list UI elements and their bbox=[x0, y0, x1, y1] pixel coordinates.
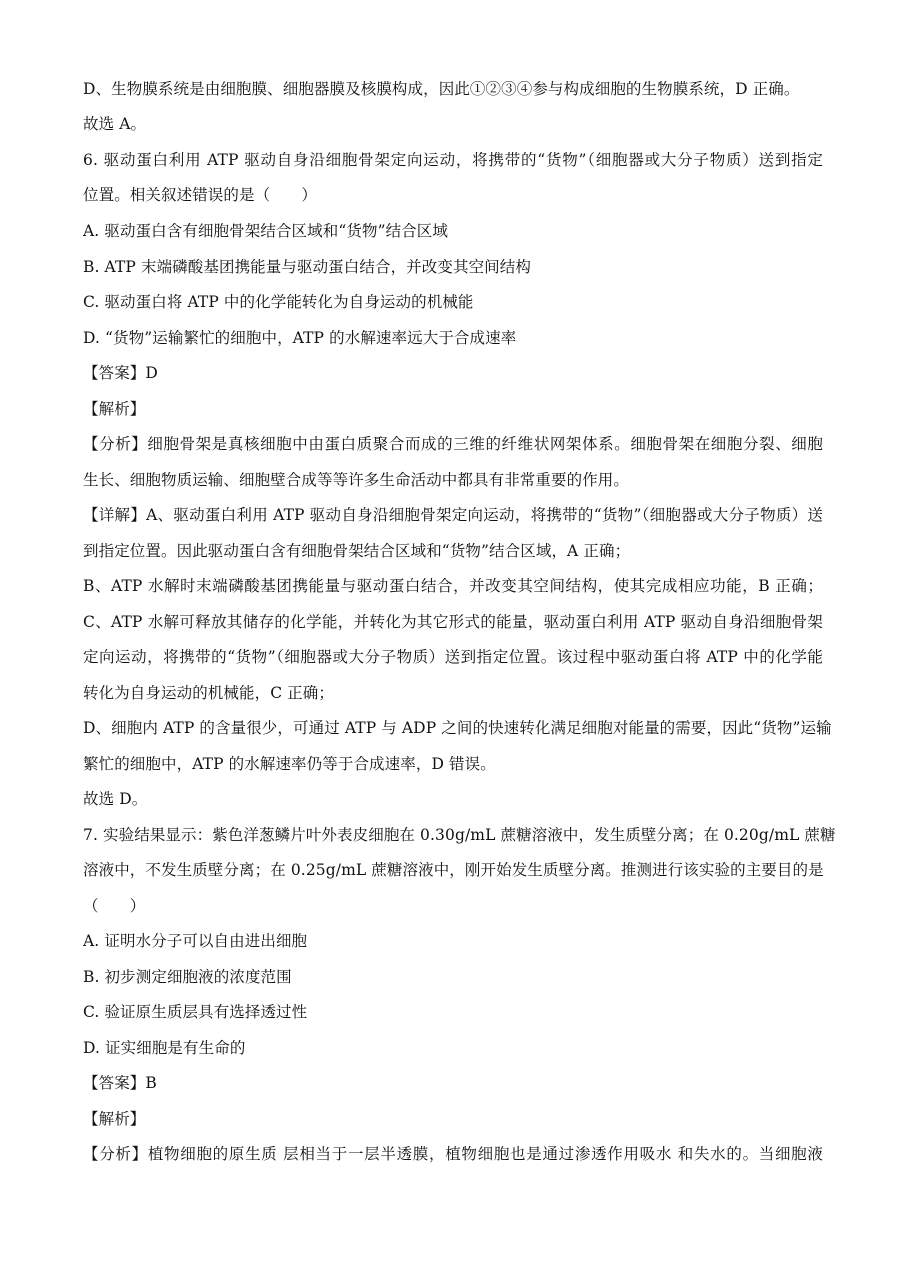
question-7-option-b: B. 初步测定细胞液的浓度范围 bbox=[83, 968, 292, 986]
analysis-paragraph: 生长、细胞物质运输、细胞壁合成等等许多生命活动中都具有非常重要的作用。 bbox=[83, 471, 630, 489]
text-line: 故选 A。 bbox=[83, 115, 147, 133]
question-7-stem: 7. 实验结果显示：紫色洋葱鳞片叶外表皮细胞在 0.30g/mL 蔗糖溶液中，发生质壁分离；在 0.20g/mL 蔗糖 bbox=[83, 826, 836, 844]
question-7-option-d: D. 证实细胞是有生命的 bbox=[83, 1039, 246, 1057]
question-6-option-c: C. 驱动蛋白将 ATP 中的化学能转化为自身运动的机械能 bbox=[83, 293, 474, 311]
detail-paragraph: 定向运动，将携带的“货物”（细胞器或大分子物质）送到指定位置。该过程中驱动蛋白将 ATP 中的化学能 bbox=[83, 648, 823, 666]
question-6-stem: 6. 驱动蛋白利用 ATP 驱动自身沿细胞骨架定向运动，将携带的“货物”（细胞器或大分子物质）送到指定 bbox=[83, 151, 823, 169]
detail-paragraph: 转化为自身运动的机械能，C 正确； bbox=[83, 684, 334, 702]
answer-label: 【答案】B bbox=[83, 1074, 157, 1092]
analysis-heading: 【解析】 bbox=[83, 400, 146, 418]
detail-paragraph: B、ATP 水解时末端磷酸基团携能量与驱动蛋白结合，并改变其空间结构，使其完成相应功能，B 正确； bbox=[83, 577, 823, 595]
question-7-stem: 溶液中，不发生质壁分离；在 0.25g/mL 蔗糖溶液中，刚开始发生质壁分离。推测进行该实验的主要目的是 bbox=[83, 861, 824, 879]
question-7-option-c: C. 验证原生质层具有选择透过性 bbox=[83, 1003, 308, 1021]
question-6-option-a: A. 驱动蛋白含有细胞骨架结合区域和“货物”结合区域 bbox=[83, 222, 448, 240]
text-line: 故选 D。 bbox=[83, 790, 148, 808]
analysis-paragraph: 【分析】植物细胞的原生质 层相当于一层半透膜，植物细胞也是通过渗透作用吸水 和失水的。当细胞液 bbox=[83, 1145, 823, 1163]
detail-paragraph: D、细胞内 ATP 的含量很少，可通过 ATP 与 ADP 之间的快速转化满足细胞对能量的需要，因此“货物”运输 bbox=[83, 719, 832, 737]
analysis-paragraph: 【分析】细胞骨架是真核细胞中由蛋白质聚合而成的三维的纤维状网架体系。细胞骨架在细胞分裂、细胞 bbox=[83, 435, 823, 453]
question-6-stem: 位置。相关叙述错误的是（ ） bbox=[83, 186, 318, 204]
detail-paragraph: C、ATP 水解可释放其储存的化学能，并转化为其它形式的能量，驱动蛋白利用 ATP 驱动自身沿细胞骨架 bbox=[83, 613, 823, 631]
question-6-option-b: B. ATP 末端磷酸基团携能量与驱动蛋白结合，并改变其空间结构 bbox=[83, 258, 531, 276]
question-6-option-d: D. “货物”运输繁忙的细胞中，ATP 的水解速率远大于合成速率 bbox=[83, 329, 517, 347]
detail-paragraph: 繁忙的细胞中，ATP 的水解速率仍等于合成速率，D 错误。 bbox=[83, 755, 496, 773]
detail-paragraph: 【详解】A、驱动蛋白利用 ATP 驱动自身沿细胞骨架定向运动，将携带的“货物”（细胞器或大分子物质）送 bbox=[83, 506, 823, 524]
text-line: D、生物膜系统是由细胞膜、细胞器膜及核膜构成，因此①②③④参与构成细胞的生物膜系统，D 正确。 bbox=[83, 80, 800, 98]
analysis-heading: 【解析】 bbox=[83, 1110, 146, 1128]
detail-paragraph: 到指定位置。因此驱动蛋白含有细胞骨架结合区域和“货物”结合区域，A 正确； bbox=[83, 542, 631, 560]
question-7-option-a: A. 证明水分子可以自由进出细胞 bbox=[83, 932, 308, 950]
answer-label: 【答案】D bbox=[83, 364, 158, 382]
question-7-stem: （ ） bbox=[83, 897, 146, 915]
